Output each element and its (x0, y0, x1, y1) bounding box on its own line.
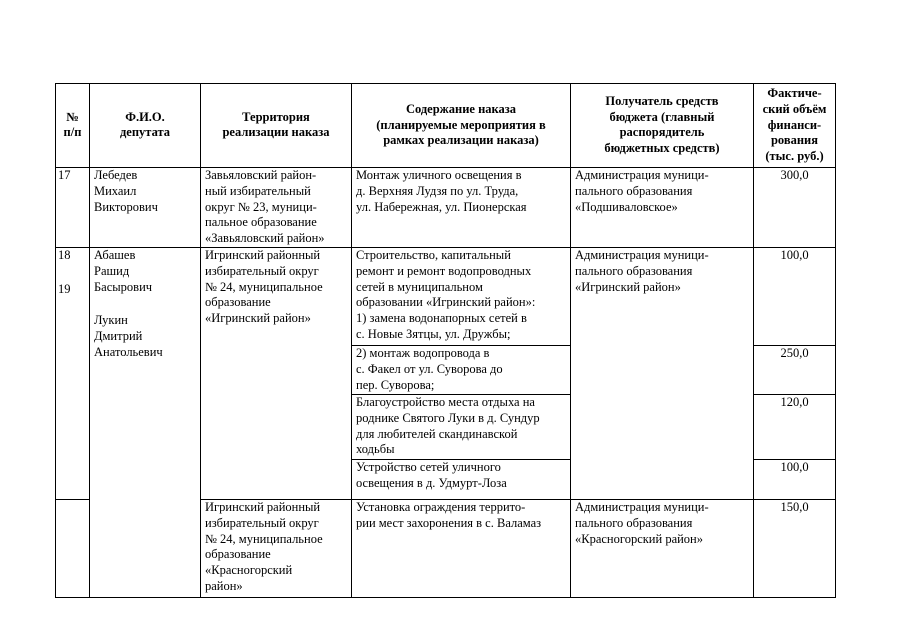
amount-cell: 150,0 (754, 499, 836, 597)
row-number: 19 (58, 281, 71, 296)
amount-cell: 100,0 (754, 459, 836, 499)
header-territory: Территория реализации наказа (201, 84, 352, 168)
row-number-cell (56, 247, 90, 499)
header-num: № п/п (56, 84, 90, 168)
recipient-cell: Администрация муници- пального образования «Игринский район» (571, 247, 754, 499)
table-row (56, 247, 836, 345)
content-cell: Установка ограждения террито- рии мест захоронения в с. Валамаз (352, 499, 571, 597)
content-cell: Монтаж уличного освещения в д. Верхняя Лудзя по ул. Труда, ул. Набережная, ул. Пионерская (352, 167, 571, 247)
spacer (58, 264, 87, 282)
amount-cell: 100,0 (754, 247, 836, 345)
recipient-cell: Администрация муници- пального образования «Красногорский район» (571, 499, 754, 597)
deputy-name: Лукин Дмитрий Анатольевич (94, 313, 163, 359)
header-name: Ф.И.О. депутата (90, 84, 201, 168)
content-cell: Устройство сетей уличного освещения в д. Удмурт-Лоза (352, 459, 571, 499)
territory-cell: Игринский районный избирательный округ № 24, муниципальное образование «Игринский район» (201, 247, 352, 499)
content-cell: Благоустройство места отдыха на роднике Святого Луки в д. Сундур для любителей скандинавской ходьбы (352, 394, 571, 459)
deputy-name: Лебедев Михаил Викторович (90, 167, 201, 247)
recipient-cell: Администрация муници- пального образования «Подшиваловское» (571, 167, 754, 247)
content-cell: 2) монтаж водопровода в с. Факел от ул. Суворова до пер. Суворова; (352, 345, 571, 394)
header-row (56, 84, 836, 168)
row-number (56, 499, 90, 597)
header-content: Содержание наказа (планируемые мероприятия в рамках реализации наказа) (352, 84, 571, 168)
header-amount: Фактиче- ский объём финанси- рования (тыс. руб.) (754, 84, 836, 168)
amount-cell: 250,0 (754, 345, 836, 394)
deputy-name-cell (90, 247, 201, 597)
territory-cell: Игринский районный избирательный округ № 24, муниципальное образование «Красногорский район» (201, 499, 352, 597)
deputy-name: Абашев Рашид Басырович (94, 247, 153, 294)
amount-cell: 300,0 (754, 167, 836, 247)
deputy-mandates-table (55, 83, 836, 598)
table-row (56, 167, 836, 247)
row-number: 17 (56, 167, 90, 247)
territory-cell: Завьяловский район- ный избирательный округ № 23, муници- пальное образование «Завьяловский район» (201, 167, 352, 247)
row-number: 18 (58, 247, 71, 262)
amount-cell: 120,0 (754, 394, 836, 459)
content-cell: Строительство, капитальный ремонт и ремонт водопроводных сетей в муниципальном образовании «Игринский район»: 1) замена водонапорных сетей в с. Новые Зятцы, ул. Дружбы; (352, 247, 571, 345)
header-recipient: Получатель средств бюджета (главный распорядитель бюджетных средств) (571, 84, 754, 168)
spacer (94, 295, 196, 313)
